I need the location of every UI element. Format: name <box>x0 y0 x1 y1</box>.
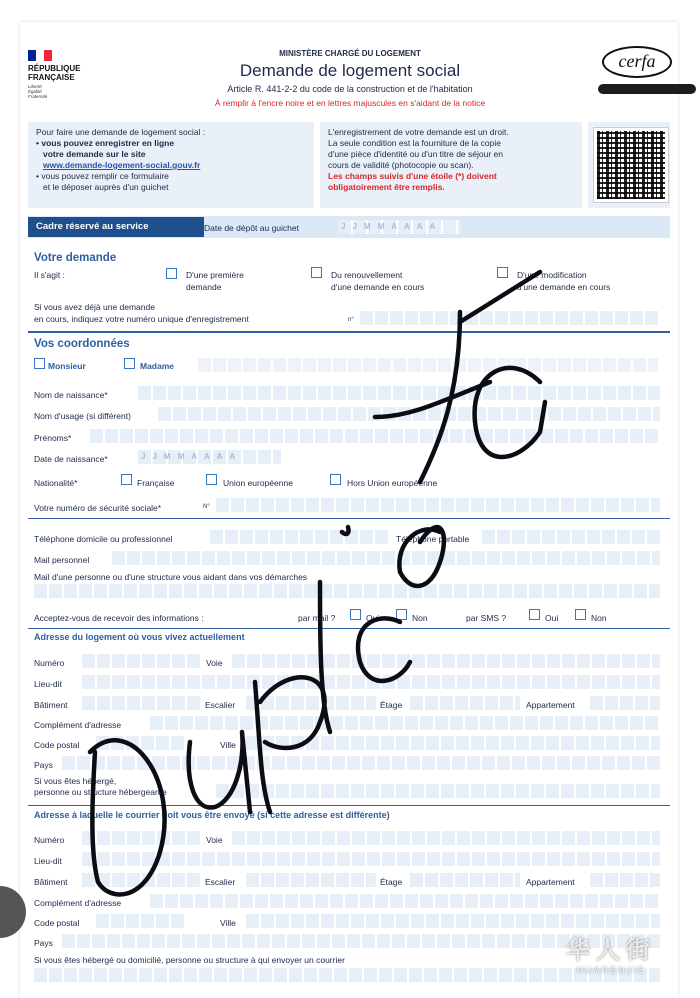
adr2-voie-label: Voie <box>206 835 223 845</box>
secu-marker: N° <box>203 504 210 510</box>
republique-line1: RÉPUBLIQUE <box>28 64 81 73</box>
adr2-code-postal-label: Code postal <box>34 918 80 928</box>
tel-portable-label: Téléphone portable <box>396 534 470 544</box>
adr1-complement-label: Complément d'adresse <box>34 720 122 730</box>
premiere-demande-label-line1: D'une première <box>186 270 244 280</box>
sms-oui-label: Oui <box>545 613 559 623</box>
nom-usage-label: Nom d'usage (si différent) <box>34 411 131 421</box>
il-sagit-label: Il s'agit : <box>34 270 65 280</box>
info-bullet1-b: votre demande sur le site <box>43 149 146 159</box>
adr2-etage-label: Étage <box>380 877 403 887</box>
secu-label: Votre numéro de sécurité sociale* <box>34 503 162 513</box>
form-instructions: À remplir à l'encre noire et en lettres majuscules en s'aidant de la notice <box>214 98 486 108</box>
info-bullet1-a: • vous pouvez enregistrer en ligne <box>36 138 175 148</box>
nationalite-francaise-label: Française <box>137 478 175 488</box>
deposit-date-label: Date de dépôt au guichet <box>204 223 299 233</box>
adr1-appartement-label: Appartement <box>526 700 575 710</box>
date-naissance-field[interactable]: JJMMAAAA <box>138 450 281 464</box>
info-bullet2-b: et le déposer auprès d'un guichet <box>43 182 169 192</box>
mail-oui-label: Oui <box>366 613 380 623</box>
date-naissance-label: Date de naissance* <box>34 454 108 464</box>
section-votre-demande: Votre demande <box>34 252 117 264</box>
numero-unique-marker: n° <box>348 317 354 323</box>
sms-non-label: Non <box>591 613 607 623</box>
nationalite-hors-ue-label: Hors Union européenne <box>347 478 438 488</box>
modification-label-line2: d'une demande en cours <box>517 282 611 292</box>
adr1-code-postal-label: Code postal <box>34 740 80 750</box>
premiere-demande-label-line2: demande <box>186 282 222 292</box>
adr2-pays-label: Pays <box>34 938 53 948</box>
watermark <box>566 930 656 975</box>
handwritten-annotation <box>20 22 678 998</box>
adr1-etage-label: Étage <box>380 700 403 710</box>
info-right-line1: L'enregistrement de votre demande est un droit. <box>328 127 509 137</box>
adr2-lieu-dit-label: Lieu-dit <box>34 856 62 866</box>
nationalite-label: Nationalité* <box>34 478 78 488</box>
info-bullet2-a: • vous pouvez remplir ce formulaire <box>36 171 169 181</box>
monsieur-label: Monsieur <box>48 361 86 371</box>
adr2-complement-label: Complément d'adresse <box>34 898 122 908</box>
tel-domicile-label: Téléphone domicile ou professionnel <box>34 534 173 544</box>
mail-perso-label: Mail personnel <box>34 555 90 565</box>
republique-line2: FRANÇAISE <box>28 73 75 82</box>
form-article: Article R. 441-2-2 du code de la construction et de l'habitation <box>227 84 473 94</box>
cerfa-logo: cerfa <box>602 46 672 78</box>
info-right-line3: d'une pièce d'identité ou d'un titre de séjour en <box>328 149 503 159</box>
adr1-escalier-label: Escalier <box>205 700 236 710</box>
ministry-name: MINISTÈRE CHARGÉ DU LOGEMENT <box>279 49 421 58</box>
adr1-pays-label: Pays <box>34 760 53 770</box>
section-adresse-actuelle: Adresse du logement où vous vivez actuellement <box>34 632 245 642</box>
adr1-lieu-dit-label: Lieu-dit <box>34 679 62 689</box>
modification-label-line1: D'une modification <box>517 270 587 280</box>
prenoms-label: Prénoms* <box>34 433 72 443</box>
mail-structure-label: Mail d'une personne ou d'une structure vous aidant dans vos démarches <box>34 572 308 582</box>
service-reserved-label: Cadre réservé au service <box>28 217 204 237</box>
form-title: Demande de logement social <box>239 61 461 80</box>
adr1-voie-label: Voie <box>206 658 223 668</box>
adr2-appartement-label: Appartement <box>526 877 575 887</box>
nationalite-ue-label: Union européenne <box>223 478 293 488</box>
madame-label: Madame <box>140 361 175 371</box>
adr2-batiment-label: Bâtiment <box>34 877 68 887</box>
adr1-heberge-label-line2: personne ou structure hébergeante <box>34 787 167 797</box>
adr1-batiment-label: Bâtiment <box>34 700 68 710</box>
adr1-numero-label: Numéro <box>34 658 65 668</box>
adr1-heberge-label-line1: Si vous êtes hébergé, <box>34 776 117 786</box>
info-right-line4: cours de validité (photocopie ou scan). <box>328 160 474 170</box>
required-fields-warning-2: obligatoirement être remplis. <box>328 182 445 192</box>
demande-logement-site-link[interactable]: www.demande-logement-social.gouv.fr <box>43 160 201 170</box>
required-fields-warning-1: Les champs suivis d'une étoile (*) doivent <box>328 171 497 181</box>
motto-fraternite: Fraternité <box>28 94 48 99</box>
info-right-line2: La seule condition est la fourniture de la copie <box>328 138 501 148</box>
motto-egalite: Égalité <box>28 89 42 94</box>
nom-naissance-label: Nom de naissance* <box>34 390 108 400</box>
adr2-heberge-label: Si vous êtes hébergé ou domicilié, personne ou structure à qui envoyer un courrier <box>34 955 345 965</box>
watermark-latin: HUARENJIE <box>576 965 646 975</box>
par-sms-label: par SMS ? <box>466 613 507 623</box>
adr2-escalier-label: Escalier <box>205 877 236 887</box>
cerfa-form-page <box>20 22 678 998</box>
renouvellement-label-line2: d'une demande en cours <box>331 282 425 292</box>
deposit-date-field[interactable]: JJMMAAAA <box>338 220 461 234</box>
motto-liberte: Liberté <box>28 84 42 89</box>
mail-non-label: Non <box>412 613 428 623</box>
adr2-ville-label: Ville <box>220 918 236 928</box>
adr1-ville-label: Ville <box>220 740 236 750</box>
numero-unique-label-line1: Si vous avez déjà une demande <box>34 302 155 312</box>
accept-info-label: Acceptez-vous de recevoir des informations : <box>34 613 204 623</box>
numero-unique-label-line2: en cours, indiquez votre numéro unique d'enregistrement <box>34 314 249 324</box>
section-vos-coordonnees: Vos coordonnées <box>34 338 130 350</box>
section-adresse-courrier: Adresse à laquelle le courrier doit vous être envoyé (si cette adresse est différente) <box>34 810 390 820</box>
watermark-chinese: 华人街 <box>566 937 656 964</box>
par-mail-label: par mail ? <box>298 613 336 623</box>
adr2-numero-label: Numéro <box>34 835 65 845</box>
info-intro: Pour faire une demande de logement social : <box>36 127 206 137</box>
renouvellement-label-line1: Du renouvellement <box>331 270 403 280</box>
